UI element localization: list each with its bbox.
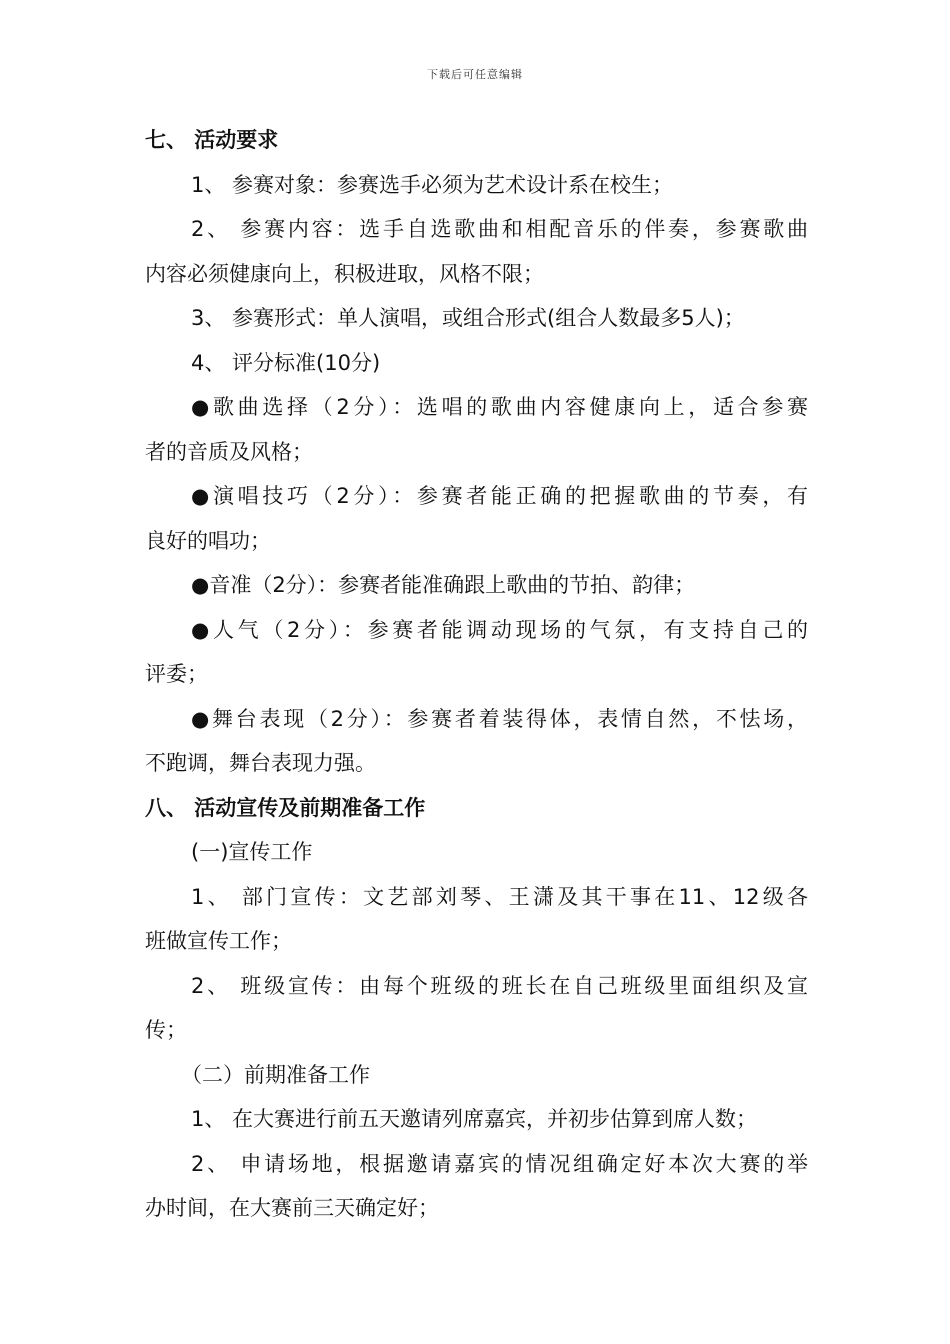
body-text-line: 不跑调，舞台表现力强。 (145, 751, 376, 775)
body-text-line: ●歌曲选择（2分）：选唱的歌曲内容健康向上，适合参赛 (191, 395, 808, 419)
body-text-line: 2、 班级宣传：由每个班级的班长在自己班级里面组织及宣 (191, 973, 808, 998)
body-text-line: (一)宣传工作 (191, 840, 313, 864)
body-text-line: 3、 参赛形式：单人演唱，或组合形式(组合人数最多5人)； (191, 306, 745, 330)
body-text-line: （二）前期准备工作 (181, 1062, 370, 1087)
body-text-line: 1、 在大赛进行前五天邀请列席嘉宾，并初步估算到席人数； (191, 1107, 758, 1131)
body-text-line: ●舞台表现（2分）：参赛者着装得体，表情自然，不怯场， (191, 706, 808, 731)
body-text-line: ●人气（2分）：参赛者能调动现场的气氛，有支持自己的 (191, 617, 808, 642)
body-text-line: 评委； (145, 662, 208, 686)
body-text-line: ●音准（2分）：参赛者能准确跟上歌曲的节拍、韵律； (191, 573, 696, 597)
document-body (145, 118, 808, 1231)
section-heading: 七、 活动要求 (145, 128, 279, 152)
body-text-line: ●演唱技巧（2分）：参赛者能正确的把握歌曲的节奏，有 (191, 484, 808, 508)
header-note: 下载后可任意编辑 (427, 68, 523, 81)
body-text-line: 良好的唱功； (145, 528, 271, 553)
body-text-line: 办时间，在大赛前三天确定好； (145, 1196, 439, 1220)
body-text-line: 内容必须健康向上，积极进取，风格不限； (145, 261, 544, 286)
body-text-line: 2、 参赛内容：选手自选歌曲和相配音乐的伴奏，参赛歌曲 (191, 217, 808, 241)
body-text-line: 传； (145, 1018, 187, 1042)
body-text-line: 者的音质及风格； (145, 439, 313, 464)
section-heading: 八、 活动宣传及前期准备工作 (145, 795, 426, 820)
body-text-line: 1、 部门宣传：文艺部刘琴、王潇及其干事在11、12级各 (191, 884, 808, 909)
body-text-line: 班做宣传工作； (145, 929, 292, 953)
body-text-line: 4、 评分标准(10分) (191, 350, 381, 375)
body-text-line: 1、 参赛对象：参赛选手必须为艺术设计系在校生； (191, 172, 674, 197)
body-text-line: 2、 申请场地，根据邀请嘉宾的情况组确定好本次大赛的举 (191, 1151, 808, 1176)
